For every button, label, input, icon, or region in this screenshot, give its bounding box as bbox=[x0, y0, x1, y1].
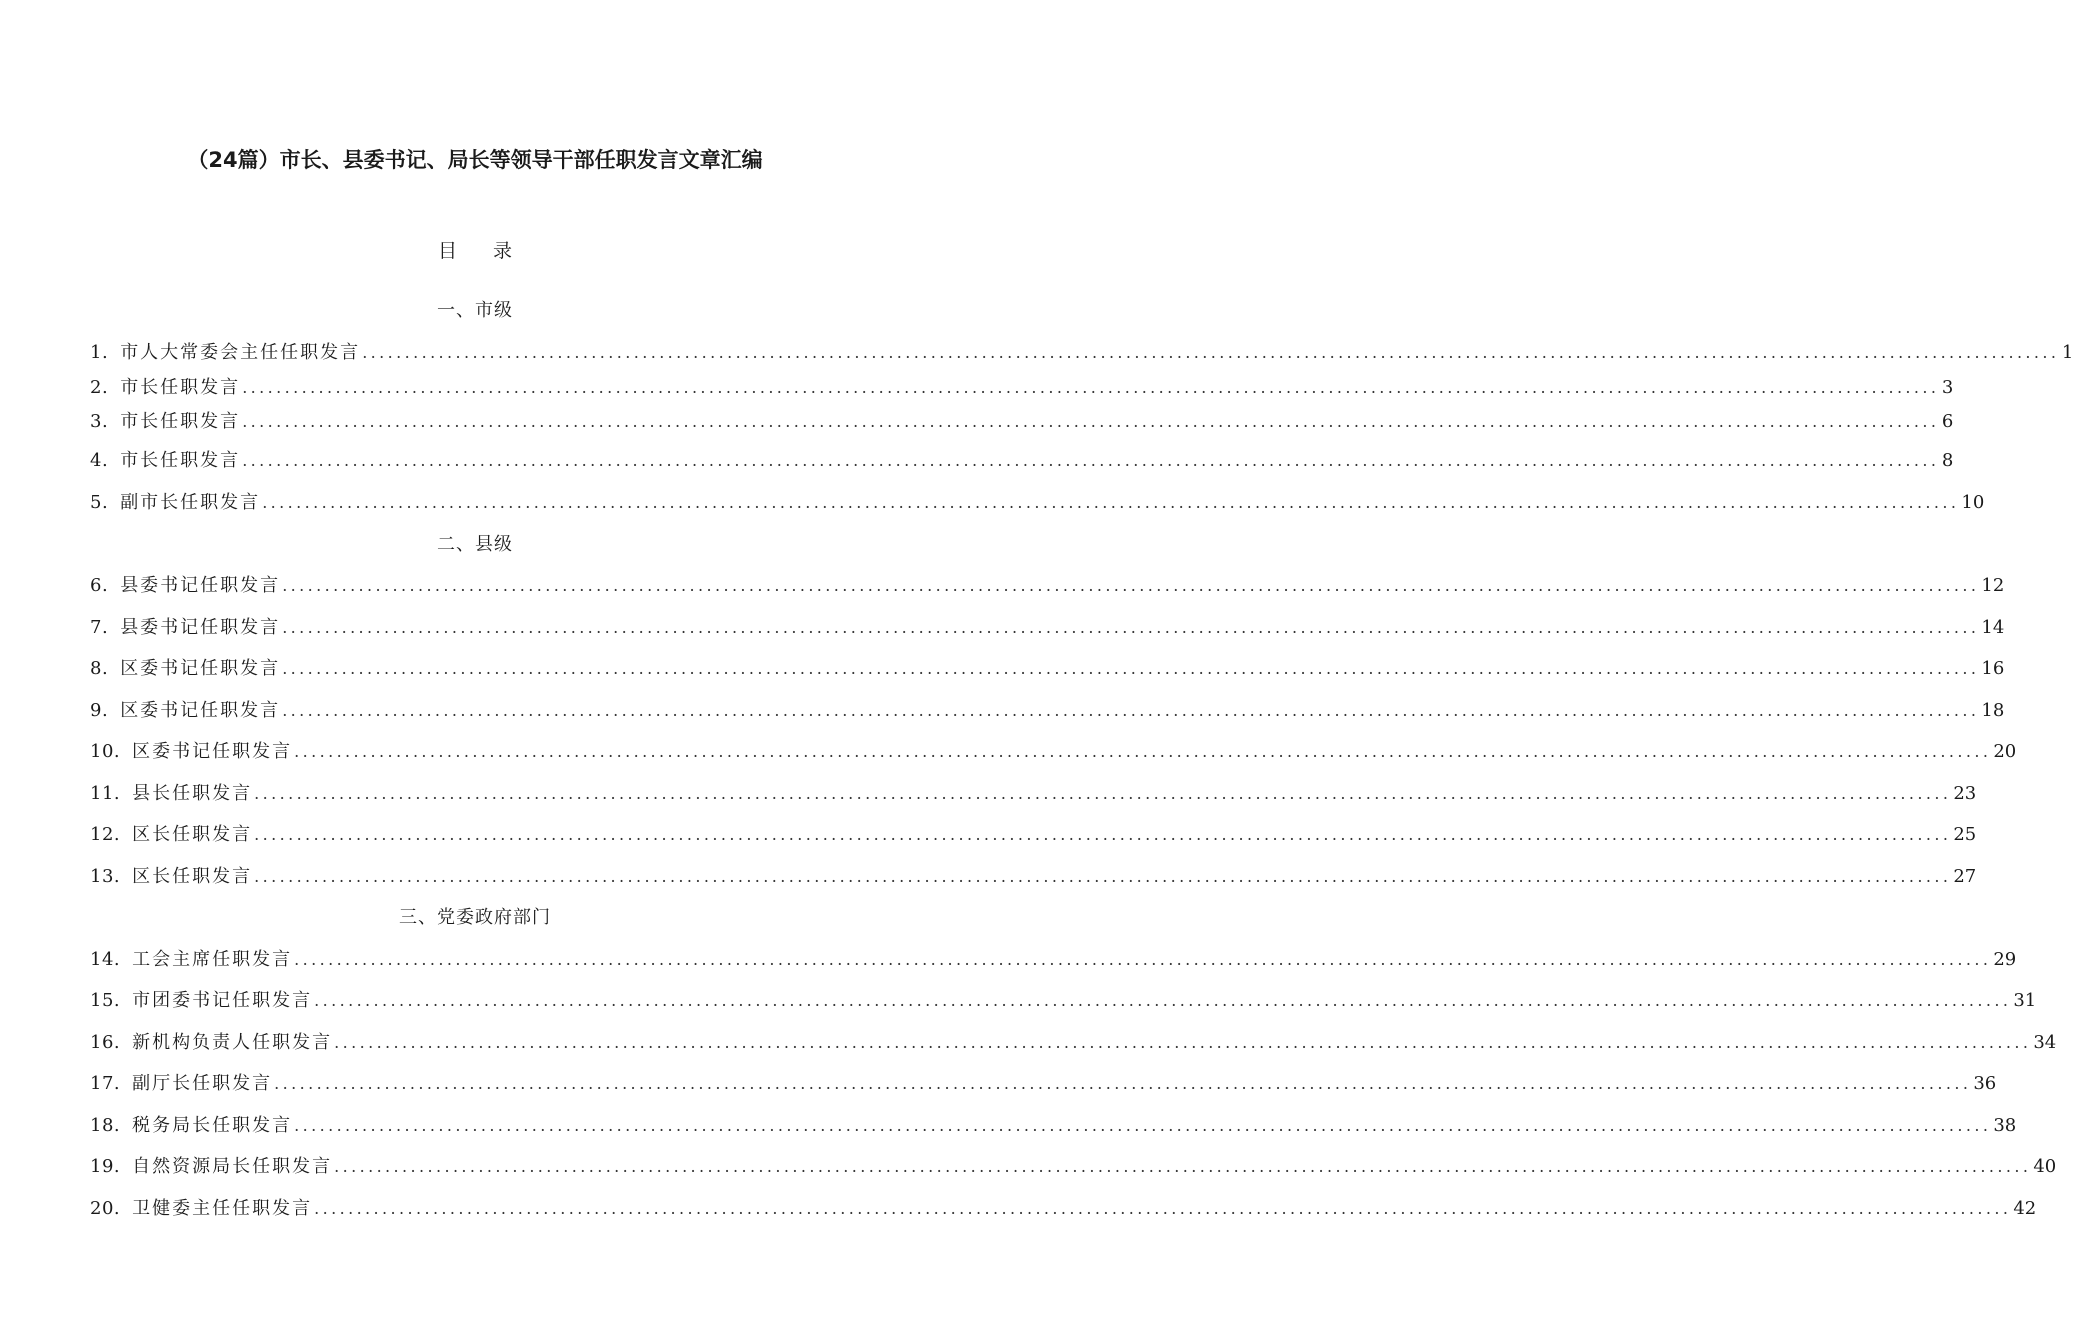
document-title: （24篇）市长、县委书记、局长等领导干部任职发言文章汇编 bbox=[187, 148, 763, 172]
toc-entry[interactable] bbox=[90, 409, 1954, 435]
entry-page-number: 25 bbox=[1953, 824, 1977, 845]
toc-entry[interactable] bbox=[90, 988, 2037, 1014]
dot-leader: ........................................................................................................................................................................................................ bbox=[242, 378, 1940, 397]
section-heading-county: 二、县级 bbox=[437, 534, 513, 555]
dot-leader: ........................................................................................................................................................................................................ bbox=[262, 493, 1960, 512]
entry-page-number: 16 bbox=[1981, 658, 2005, 679]
toc-entry[interactable] bbox=[90, 490, 1985, 516]
dot-leader: ........................................................................................................................................................................................................ bbox=[274, 1074, 1972, 1093]
entry-title: 副厅长任职发言 bbox=[132, 1073, 273, 1094]
section-heading-departments: 三、党委政府部门 bbox=[399, 907, 551, 928]
dot-leader: ........................................................................................................................................................................................................ bbox=[254, 784, 1952, 803]
entry-number: 12. bbox=[90, 824, 121, 845]
entry-title: 区长任职发言 bbox=[132, 824, 253, 845]
entry-number: 16. bbox=[90, 1032, 121, 1053]
entry-number: 8. bbox=[90, 658, 109, 679]
entry-page-number: 31 bbox=[2013, 990, 2037, 1011]
section-heading-city: 一、市级 bbox=[437, 300, 513, 321]
entry-page-number: 14 bbox=[1981, 617, 2005, 638]
entry-title: 市团委书记任职发言 bbox=[132, 990, 313, 1011]
toc-entry[interactable] bbox=[90, 448, 1954, 474]
entry-number: 13. bbox=[90, 866, 121, 887]
entry-number: 3. bbox=[90, 411, 109, 432]
toc-entry[interactable] bbox=[90, 947, 2017, 973]
entry-title: 市长任职发言 bbox=[120, 377, 241, 398]
entry-title: 区委书记任职发言 bbox=[132, 741, 293, 762]
toc-entry[interactable] bbox=[90, 822, 1977, 848]
toc-entry[interactable] bbox=[90, 1113, 2017, 1139]
entry-title: 税务局长任职发言 bbox=[132, 1115, 293, 1136]
entry-number: 19. bbox=[90, 1156, 121, 1177]
entry-page-number: 10 bbox=[1961, 492, 1985, 513]
entry-title: 区委书记任职发言 bbox=[120, 700, 281, 721]
toc-entry[interactable] bbox=[90, 1071, 1997, 1097]
toc-entry[interactable] bbox=[90, 864, 1977, 890]
dot-leader: ........................................................................................................................................................................................................ bbox=[362, 343, 2060, 362]
entry-title: 县长任职发言 bbox=[132, 783, 253, 804]
entry-title: 区委书记任职发言 bbox=[120, 658, 281, 679]
toc-entry[interactable] bbox=[90, 656, 2005, 682]
dot-leader: ........................................................................................................................................................................................................ bbox=[294, 742, 1992, 761]
entry-number: 2. bbox=[90, 377, 109, 398]
dot-leader: ........................................................................................................................................................................................................ bbox=[334, 1157, 2032, 1176]
entry-page-number: 40 bbox=[2033, 1156, 2057, 1177]
entry-number: 7. bbox=[90, 617, 109, 638]
dot-leader: ........................................................................................................................................................................................................ bbox=[282, 659, 1980, 678]
toc-entry[interactable] bbox=[90, 698, 2005, 724]
toc-entry[interactable] bbox=[90, 1030, 2057, 1056]
entry-page-number: 38 bbox=[1993, 1115, 2017, 1136]
entry-number: 4. bbox=[90, 450, 109, 471]
entry-title: 区长任职发言 bbox=[132, 866, 253, 887]
entry-title: 自然资源局长任职发言 bbox=[132, 1156, 333, 1177]
entry-page-number: 42 bbox=[2013, 1198, 2037, 1219]
entry-page-number: 6 bbox=[1941, 411, 1954, 432]
entry-number: 5. bbox=[90, 492, 109, 513]
entry-page-number: 23 bbox=[1953, 783, 1977, 804]
entry-page-number: 18 bbox=[1981, 700, 2005, 721]
dot-leader: ........................................................................................................................................................................................................ bbox=[294, 950, 1992, 969]
toc-entry[interactable] bbox=[90, 1196, 2037, 1222]
entry-number: 17. bbox=[90, 1073, 121, 1094]
entry-page-number: 12 bbox=[1981, 575, 2005, 596]
entry-number: 10. bbox=[90, 741, 121, 762]
entry-number: 14. bbox=[90, 949, 121, 970]
dot-leader: ........................................................................................................................................................................................................ bbox=[294, 1116, 1992, 1135]
entry-title: 卫健委主任任职发言 bbox=[132, 1198, 313, 1219]
dot-leader: ........................................................................................................................................................................................................ bbox=[282, 701, 1980, 720]
entry-page-number: 3 bbox=[1941, 377, 1954, 398]
entry-title: 副市长任职发言 bbox=[120, 492, 261, 513]
entry-page-number: 29 bbox=[1993, 949, 2017, 970]
dot-leader: ........................................................................................................................................................................................................ bbox=[254, 867, 1952, 886]
toc-entry[interactable] bbox=[90, 615, 2005, 641]
entry-title: 市长任职发言 bbox=[120, 411, 241, 432]
entry-title: 市长任职发言 bbox=[120, 450, 241, 471]
entry-title: 县委书记任职发言 bbox=[120, 575, 281, 596]
entry-number: 6. bbox=[90, 575, 109, 596]
toc-entry[interactable] bbox=[90, 375, 1954, 401]
toc-entry[interactable] bbox=[90, 1154, 2057, 1180]
entry-page-number: 34 bbox=[2033, 1032, 2057, 1053]
dot-leader: ........................................................................................................................................................................................................ bbox=[242, 412, 1940, 431]
entry-number: 15. bbox=[90, 990, 121, 1011]
dot-leader: ........................................................................................................................................................................................................ bbox=[314, 1199, 2012, 1218]
entry-number: 11. bbox=[90, 783, 121, 804]
dot-leader: ........................................................................................................................................................................................................ bbox=[314, 991, 2012, 1010]
dot-leader: ........................................................................................................................................................................................................ bbox=[334, 1033, 2032, 1052]
toc-entry[interactable] bbox=[90, 781, 1977, 807]
entry-number: 9. bbox=[90, 700, 109, 721]
entry-page-number: 20 bbox=[1993, 741, 2017, 762]
entry-page-number: 8 bbox=[1941, 450, 1954, 471]
entry-number: 1. bbox=[90, 342, 109, 363]
entry-title: 县委书记任职发言 bbox=[120, 617, 281, 638]
entry-number: 20. bbox=[90, 1198, 121, 1219]
entry-number: 18. bbox=[90, 1115, 121, 1136]
entry-page-number: 1 bbox=[2061, 342, 2073, 363]
toc-entry[interactable] bbox=[90, 340, 2073, 366]
entry-title: 工会主席任职发言 bbox=[132, 949, 293, 970]
entry-title: 新机构负责人任职发言 bbox=[132, 1032, 333, 1053]
dot-leader: ........................................................................................................................................................................................................ bbox=[254, 825, 1952, 844]
entry-page-number: 27 bbox=[1953, 866, 1977, 887]
dot-leader: ........................................................................................................................................................................................................ bbox=[282, 576, 1980, 595]
entry-page-number: 36 bbox=[1973, 1073, 1997, 1094]
toc-entry[interactable] bbox=[90, 573, 2005, 599]
dot-leader: ........................................................................................................................................................................................................ bbox=[282, 618, 1980, 637]
dot-leader: ........................................................................................................................................................................................................ bbox=[242, 451, 1940, 470]
toc-heading: 目录 bbox=[437, 240, 548, 262]
entry-title: 市人大常委会主任任职发言 bbox=[120, 342, 361, 363]
toc-entry[interactable] bbox=[90, 739, 2017, 765]
